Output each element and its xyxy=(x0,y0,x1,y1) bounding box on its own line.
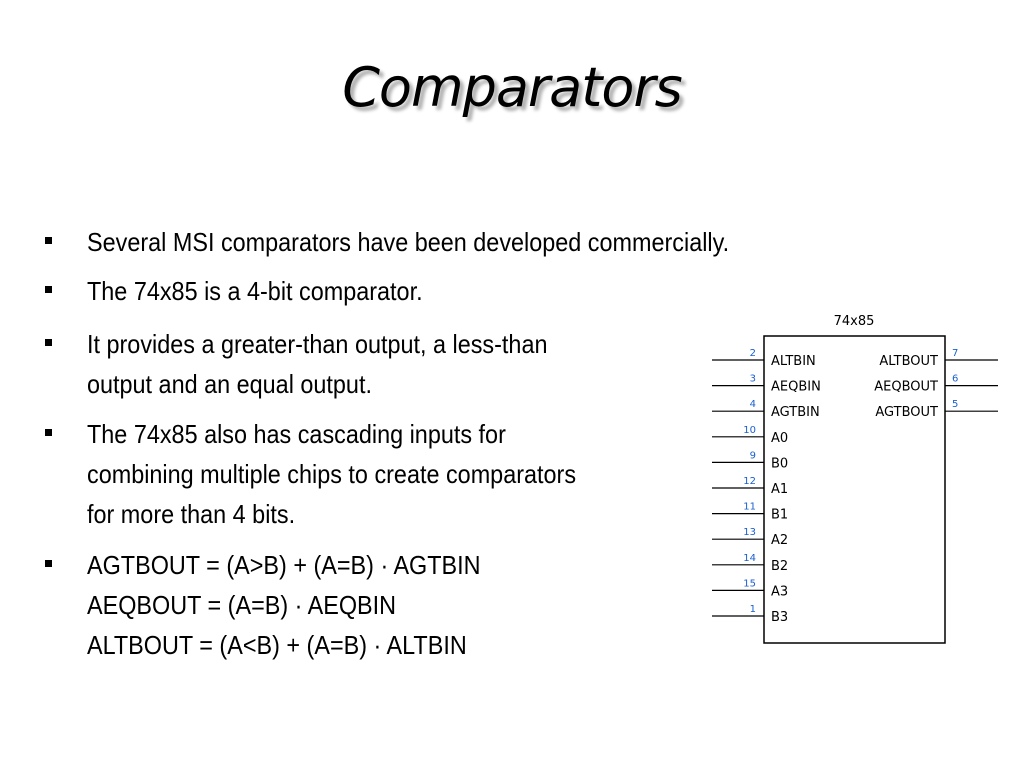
bullet-line: output and an equal output. xyxy=(87,369,372,399)
pin-label: A3 xyxy=(771,584,789,600)
bullet-marker-icon xyxy=(45,429,52,436)
pin-label: B3 xyxy=(771,610,789,625)
input-pin xyxy=(712,374,821,395)
bullet-marker-icon xyxy=(45,237,52,244)
bullet-text xyxy=(87,545,627,665)
pin-label: A1 xyxy=(771,482,789,497)
pin-number: 15 xyxy=(743,578,756,590)
input-pin xyxy=(712,399,820,420)
pin-label: A2 xyxy=(771,533,789,549)
input-pin xyxy=(712,578,788,599)
input-pin xyxy=(712,553,788,574)
bullet-marker-icon xyxy=(45,339,52,346)
bullet-text xyxy=(87,414,627,534)
pin-number: 2 xyxy=(749,348,756,359)
pin-number: 6 xyxy=(952,373,959,385)
bullet-marker-icon xyxy=(45,560,52,567)
pin-number: 1 xyxy=(749,604,756,615)
chip-schematic xyxy=(706,306,1006,651)
pin-label: B0 xyxy=(771,456,789,472)
chip-name-label: 74x85 xyxy=(833,314,875,329)
slide-title: Comparators xyxy=(342,56,682,119)
bullet-text xyxy=(87,271,627,311)
output-pins xyxy=(874,348,998,420)
output-pin xyxy=(879,348,998,369)
pin-number: 10 xyxy=(743,424,756,436)
pin-label: AGTBIN xyxy=(771,405,820,421)
pin-label: ALTBOUT xyxy=(879,354,938,369)
pin-label: B2 xyxy=(771,558,789,574)
equation-altbout: ALTBOUT = (A<B) + (A=B) · ALTBIN xyxy=(87,630,467,660)
pin-label: AEQBIN xyxy=(771,379,821,395)
equation-agtbout: AGTBOUT = (A>B) + (A=B) · AGTBIN xyxy=(87,550,481,580)
bullet-text xyxy=(87,324,627,404)
equation-aeqbout: AEQBOUT = (A=B) · AEQBIN xyxy=(87,590,397,620)
input-pin xyxy=(712,527,788,548)
pin-number: 4 xyxy=(749,399,756,411)
bullet-marker-icon xyxy=(45,286,52,293)
input-pin xyxy=(712,476,788,497)
bullet-line: The 74x85 also has cascading inputs for xyxy=(87,419,506,449)
pin-label: B1 xyxy=(771,507,789,523)
bullet-line: The 74x85 is a 4-bit comparator. xyxy=(87,276,423,306)
input-pin xyxy=(712,604,788,625)
pin-number: 7 xyxy=(952,348,959,359)
input-pin xyxy=(712,502,788,523)
output-pin xyxy=(874,374,998,395)
bullet-line: for more than 4 bits. xyxy=(87,499,296,529)
chip-74x85-diagram xyxy=(706,306,1006,651)
pin-number: 13 xyxy=(743,527,756,539)
bullet-line: It provides a greater-than output, a less-than xyxy=(87,329,548,359)
input-pins xyxy=(712,348,821,625)
pin-label: AEQBOUT xyxy=(874,379,938,395)
input-pin xyxy=(712,425,788,446)
bullet-line: Several MSI comparators have been developed commercially. xyxy=(87,227,730,257)
pin-number: 14 xyxy=(743,552,756,564)
pin-label: ALTBIN xyxy=(771,354,816,369)
pin-number: 12 xyxy=(743,476,756,487)
pin-number: 5 xyxy=(952,399,959,411)
output-pin xyxy=(875,399,998,420)
pin-number: 9 xyxy=(749,450,756,462)
pin-label: AGTBOUT xyxy=(875,405,938,421)
pin-number: 11 xyxy=(743,501,756,513)
input-pin xyxy=(712,450,788,471)
bullet-line: combining multiple chips to create comparators xyxy=(87,459,577,489)
bullet-text xyxy=(87,222,730,262)
pin-number: 3 xyxy=(749,373,756,385)
pin-label: A0 xyxy=(771,430,789,446)
